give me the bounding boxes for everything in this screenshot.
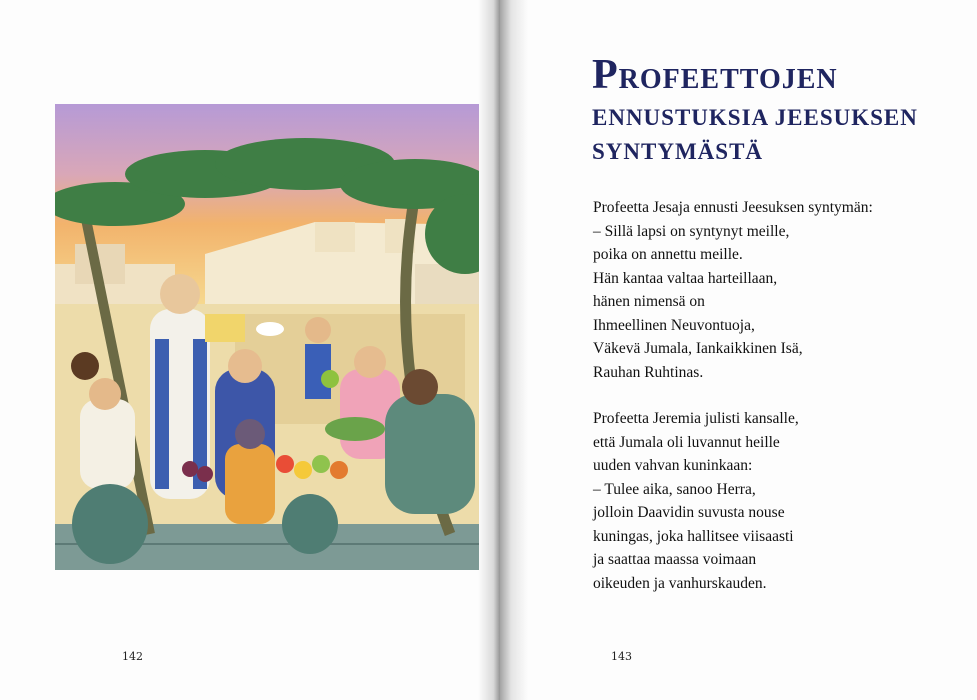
illustration-prophet-scene (55, 104, 479, 570)
text-line: Ihmeellinen Neuvontuoja, (593, 316, 755, 334)
stanza-jesaja (593, 196, 963, 384)
title-line-1 (592, 52, 838, 98)
text-line: Rauhan Ruhtinas. (593, 363, 704, 381)
text-line: että Jumala oli luvannut heille (593, 433, 780, 451)
illustration-artwork (55, 104, 479, 570)
page-number-left: 142 (122, 650, 143, 663)
text-line: uuden vahvan kuninkaan: (593, 457, 753, 474)
text-line: Profeetta Jesaja ennusti Jeesuksen syntymän: (593, 199, 873, 216)
gutter-shadow-right (500, 0, 528, 700)
text-line: Profeetta Jeremia julisti kansalle, (593, 410, 799, 427)
text-line: ja saattaa maassa voimaan (593, 551, 757, 568)
right-page (500, 0, 977, 700)
page-number-right: 143 (611, 650, 632, 663)
text-line: – Tulee aika, sanoo Herra, (593, 480, 756, 498)
title-line-1-rest: ROFEETTOJEN (618, 64, 838, 95)
text-line: Hän kantaa valtaa harteillaan, (593, 269, 778, 287)
text-line: Väkevä Jumala, Iankaikkinen Isä, (593, 340, 803, 357)
title-line-3: SYNTYMÄSTÄ (592, 139, 764, 164)
stanza-jeremia (593, 407, 963, 595)
text-line: hänen nimensä on (593, 293, 705, 310)
text-line: kuningas, joka hallitsee viisaasti (593, 527, 794, 545)
chapter-title (592, 52, 962, 169)
title-line-2: ENNUSTUKSIA JEESUKSEN (592, 105, 918, 130)
text-line: jolloin Daavidin suvusta nouse (593, 504, 785, 521)
body-text (593, 196, 963, 618)
text-line: oikeuden ja vanhurskauden. (593, 574, 767, 592)
text-line: poika on annettu meille. (593, 246, 743, 263)
title-initial: P (592, 52, 619, 98)
text-line: – Sillä lapsi on syntynyt meille, (593, 222, 790, 240)
gutter-shadow-left (478, 0, 500, 700)
